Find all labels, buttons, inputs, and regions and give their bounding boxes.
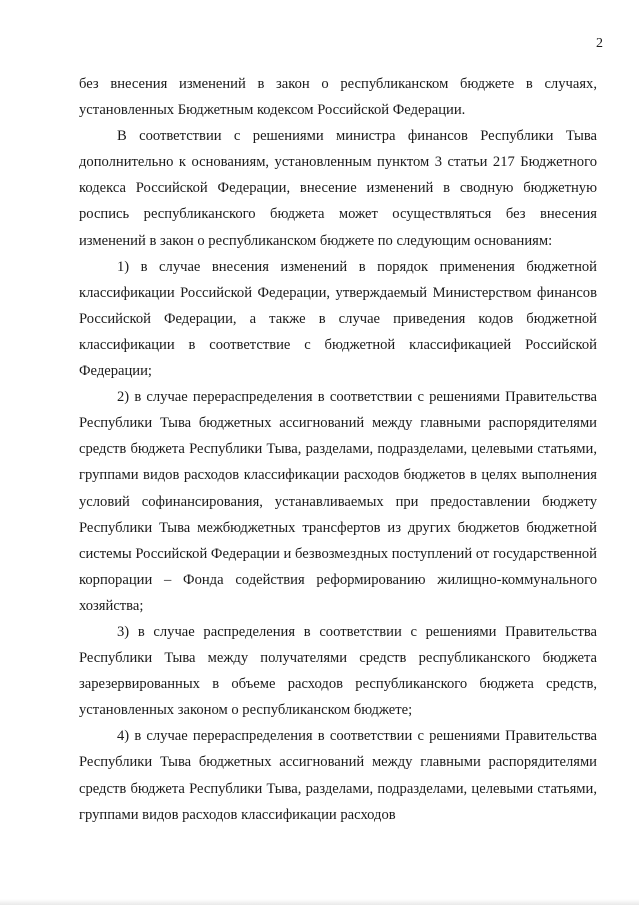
page-number: 2 (596, 36, 603, 51)
list-item-4: 4) в случае перераспределения в соответствии с решениями Правительства Республики Тыва бюджетных ассигнований между главными распорядителями средств бюджета Республики Тыва, разделами, подразделами, целевыми статьями, группами видов расходов классификации расходов (79, 728, 597, 823)
scan-edge (0, 899, 639, 905)
paragraph-intro: В соответствии с решениями министра финансов Республики Тыва дополнительно к основаниям, установленным пунктом 3 статьи 217 Бюджетного кодекса Российской Федерации, внесение изменений в сводную бюджетную роспись республиканского бюджета может осуществляться без внесения изменений в закон о республиканском бюджете по следующим основаниям: (79, 128, 597, 249)
paragraph-continuation: без внесения изменений в закон о республиканском бюджете в случаях, установленных Бюджетным кодексом Российской Федерации. (79, 76, 597, 119)
list-item-1: 1) в случае внесения изменений в порядок применения бюджетной классификации Российской Федерации, утверждаемый Министерством финансов Российской Федерации, а также в случае приведения кодов бюджетной классификации в соответствие с бюджетной классификацией Российской Федерации; (79, 258, 597, 380)
list-item-3: 3) в случае распределения в соответствии с решениями Правительства Республики Тыва между получателями средств республиканского бюджета зарезервированных в объеме расходов республиканского бюджета средств, установленных законом о республиканском бюджете; (79, 623, 597, 719)
document-body (79, 71, 597, 828)
list-item-2: 2) в случае перераспределения в соответствии с решениями Правительства Республики Тыва бюджетных ассигнований между главными распорядителями средств бюджета Республики Тыва, разделами, подразделами, целевыми статьями, группами видов расходов классификации расходов бюджетов в целях выполнения условий софинансирования, устанавливаемых при предоставлении бюджету Республики Тыва межбюджетных трансфертов из других бюджетов бюджетной системы Российской Федерации и безвозмездных поступлений от государственной корпорации – Фонда содействия реформированию жилищно-коммунального хозяйства; (79, 389, 597, 614)
